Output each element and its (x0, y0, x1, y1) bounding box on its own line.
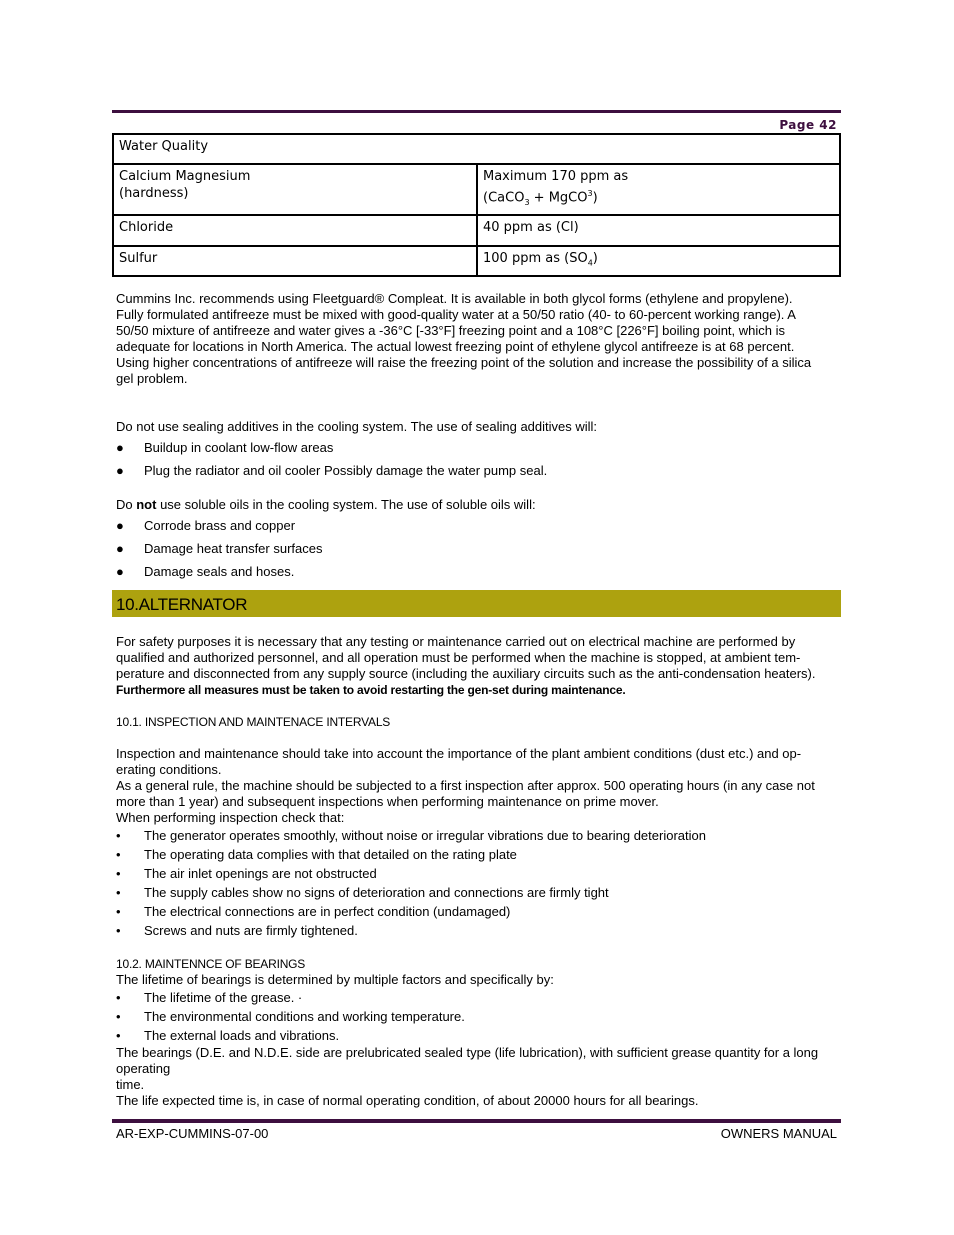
list-item-text: The air inlet openings are not obstructed (144, 866, 377, 881)
water-quality-table (112, 133, 841, 277)
list-item-text: Plug the radiator and oil cooler Possibly damage the water pump seal. (144, 463, 548, 478)
list-item-text: Buildup in coolant low-flow areas (144, 440, 334, 455)
inspection-paragraph (116, 746, 838, 826)
text-line: qualified and authorized personnel, and all operation must be performed when the machine is stopped, at ambient tem- (116, 650, 801, 665)
bullet-icon: • (116, 990, 121, 1005)
table-cell-value (477, 246, 840, 276)
text-line: Fully formulated antifreeze must be mixed with good-quality water at a 50/50 ratio (40- to 60-percent working range). A (116, 307, 796, 322)
page-number: Page 42 (779, 118, 837, 132)
param-line: Calcium Magnesium (119, 169, 251, 184)
text-line: more than 1 year) and subsequent inspections when performing maintenance on prime mover. (116, 794, 659, 809)
sealing-intro: Do not use sealing additives in the cooling system. The use of sealing additives will: (116, 419, 598, 434)
text-line: perature and disconnected from any supply source (including the auxiliary circuits such as the anti-condensation heaters). (116, 666, 816, 681)
list-item-text: The electrical connections are in perfect condition (undamaged) (144, 904, 511, 919)
bearings-intro: The lifetime of bearings is determined by multiple factors and specifically by: (116, 972, 554, 987)
param-line: (hardness) (119, 186, 189, 201)
footer-doc-id: AR-EXP-CUMMINS-07-00 (116, 1126, 269, 1141)
bullet-icon: • (116, 1028, 121, 1043)
text-line: operating (116, 1061, 171, 1076)
text-line: Using higher concentrations of antifreeze will raise the freezing point of the solution and increase the possibility of a silica (116, 355, 812, 370)
list-item-text: Damage heat transfer surfaces (144, 541, 323, 556)
antifreeze-paragraph (116, 291, 838, 387)
header-rule (112, 110, 841, 113)
list-item-text: The external loads and vibrations. (144, 1028, 340, 1043)
table-cell-param: Chloride (113, 215, 477, 246)
value-part: + MgCO (529, 190, 588, 206)
footer-title: OWNERS MANUAL (720, 1126, 837, 1141)
text-line: When performing inspection check that: (116, 810, 345, 825)
bullet-icon: • (116, 885, 121, 900)
text-line: Inspection and maintenance should take into account the importance of the plant ambient conditions (dust etc.) and op- (116, 746, 802, 761)
value-part: ) (592, 251, 598, 267)
bullet-icon: ● (116, 463, 124, 478)
text-line: As a general rule, the machine should be subjected to a first inspection after approx. 500 operating hours (in any case not (116, 778, 815, 793)
text-line: Cummins Inc. recommends using Fleetguard® Compleat. It is available in both glycol forms (ethylene and propylene). (116, 291, 793, 306)
superscript: 3 (587, 189, 593, 198)
bearings-paragraph (116, 1045, 838, 1109)
list-item-text: Damage seals and hoses. (144, 564, 295, 579)
list-item-text: The lifetime of the grease. · (144, 990, 303, 1005)
value-part: ) (592, 190, 598, 206)
bullet-icon: ● (116, 541, 124, 556)
table-cell-value: 40 ppm as (Cl) (477, 215, 840, 246)
section-title: 10.ALTERNATOR (116, 595, 248, 614)
subsection-title: 10.1. INSPECTION AND MAINTENACE INTERVALS (116, 715, 391, 729)
subscript: 4 (587, 258, 593, 268)
bullet-icon: • (116, 847, 121, 862)
bullet-icon: • (116, 904, 121, 919)
text-line: The life expected time is, in case of normal operating condition, of about 20000 hours for all bearings. (116, 1093, 699, 1108)
text-part: Do (116, 497, 137, 512)
bullet-icon: • (116, 1009, 121, 1024)
bullet-icon: • (116, 923, 121, 938)
list-item-text: The generator operates smoothly, without noise or irregular vibrations due to bearing deterioration (144, 828, 706, 843)
list-item-text: The supply cables show no signs of deterioration and connections are firmly tight (144, 885, 609, 900)
text-line: 50/50 mixture of antifreeze and water gives a -36°C [-33°F] freezing point and a 108°C [226°F] boiling point, which is (116, 323, 785, 338)
table-cell-param: Sulfur (113, 246, 477, 276)
text-bold: not (136, 497, 157, 512)
text-line: The bearings (D.E. and N.D.E. side are prelubricated sealed type (life lubrication), with sufficient grease quantity for a long (116, 1045, 819, 1060)
list-item-text: Corrode brass and copper (144, 518, 296, 533)
value-part: (CaCO (483, 190, 525, 206)
section-heading-band (112, 590, 841, 617)
text-part: use soluble oils in the cooling system. The use of soluble oils will: (156, 497, 536, 512)
text-line: erating conditions. (116, 762, 222, 777)
list-item-text: The environmental conditions and working temperature. (144, 1009, 465, 1024)
text-line: For safety purposes it is necessary that any testing or maintenance carried out on electrical machine are performed by (116, 634, 796, 649)
value-part: 100 ppm as (SO (483, 251, 588, 267)
footer-rule (112, 1119, 841, 1123)
text-line: gel problem. (116, 371, 188, 386)
bullet-icon: ● (116, 440, 124, 455)
list-item-text: The operating data complies with that detailed on the rating plate (144, 847, 517, 862)
value-line: Maximum 170 ppm as (483, 169, 629, 184)
table-title: Water Quality (113, 134, 840, 164)
text-line: time. (116, 1077, 145, 1092)
bullet-icon: • (116, 866, 121, 881)
bullet-icon: ● (116, 518, 124, 533)
table-cell-param (113, 164, 477, 215)
bullet-icon: ● (116, 564, 124, 579)
subscript: 3 (524, 197, 530, 207)
safety-paragraph (116, 634, 838, 698)
table-cell-value (477, 164, 840, 215)
text-line: adequate for locations in North America. The actual lowest freezing point of ethylene glycol antifreeze is at 68 percent. (116, 339, 795, 354)
list-item-text: Screws and nuts are firmly tightened. (144, 923, 358, 938)
bullet-icon: • (116, 828, 121, 843)
subsection-title: 10.2. MAINTENNCE OF BEARINGS (116, 957, 306, 971)
oils-intro (116, 497, 838, 513)
text-line-bold: Furthermore all measures must be taken to avoid restarting the gen-set during maintenance. (116, 683, 626, 697)
